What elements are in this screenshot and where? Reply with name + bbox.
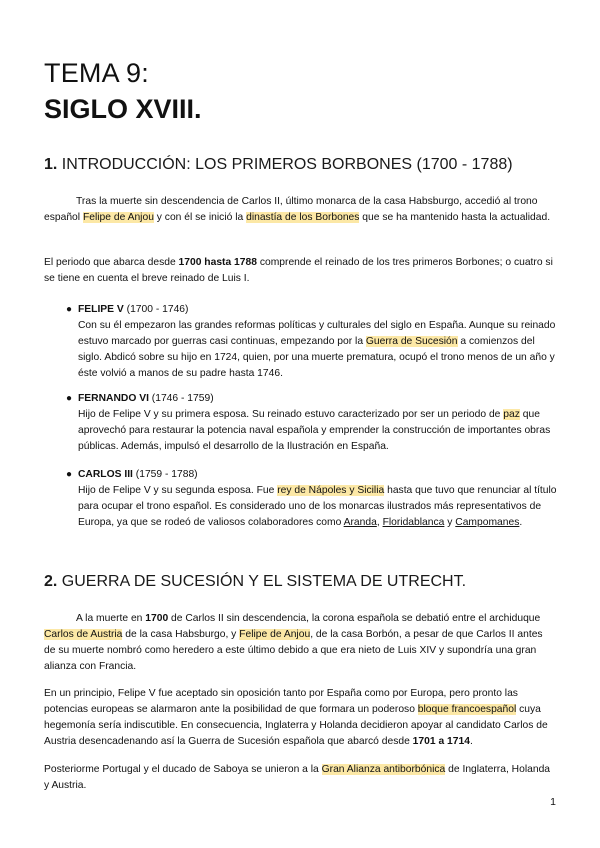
link-floridablanca[interactable]: Floridablanca bbox=[382, 517, 445, 528]
highlight: Felipe de Anjou bbox=[239, 629, 311, 640]
section-2-paragraph-1: A la muerte en 1700 de Carlos II sin descendencia, la corona española se debatió entre el archiduque Carlos de Austria de la casa Habsburgo, y Felipe de Anjou, de la casa Borbón, a pesar de que Carlos II antes de su muerte nombró como heredero a este último debido a que era nieto de Luis XIV y supondría una gran alianza con Francia. bbox=[44, 613, 543, 672]
section-1-number: 1. bbox=[44, 156, 58, 173]
highlight: paz bbox=[503, 409, 520, 420]
highlight: bloque francoespañol bbox=[417, 704, 517, 715]
bullet-icon: ● bbox=[66, 304, 73, 315]
highlight: dinastía de los Borbones bbox=[246, 212, 360, 223]
section-1-paragraph-2: El periodo que abarca desde 1700 hasta 1788 comprende el reinado de los tres primeros Borbones; o cuatro si se tiene en cuenta el breve reinado de Luis I. bbox=[44, 257, 553, 284]
section-1-heading bbox=[44, 156, 513, 174]
highlight: rey de Nápoles y Sicilia bbox=[277, 485, 385, 496]
highlight: Felipe de Anjou bbox=[82, 212, 154, 223]
highlight: Carlos de Austria bbox=[44, 629, 123, 640]
link-aranda[interactable]: Aranda bbox=[343, 517, 377, 528]
list-item-felipe-v: FELIPE V (1700 - 1746) Con su él empezaron las grandes reformas políticas y culturales del siglo en España. Aunque su reinado estuvo marcado por guerras casi continuas, empezando por la Guerra de Sucesión a comienzos del siglo. Abdicó sobre su hijo en 1724, quien, por una muerte prematura, ocupó el trono menos de un año y éste volvió a manos de su padre hasta 1746. bbox=[78, 304, 556, 379]
highlight: Guerra de Sucesión bbox=[365, 336, 458, 347]
section-1-paragraph-1: Tras la muerte sin descendencia de Carlos II, último monarca de la casa Habsburgo, accedió al trono español Felipe de Anjou y con él se inició la dinastía de los Borbones que se ha mantenido hasta la actualidad. bbox=[44, 196, 551, 223]
section-2-heading bbox=[44, 573, 466, 591]
section-2-paragraph-2: En un principio, Felipe V fue aceptado sin oposición tanto por España como por Europa, pero pronto las potencias europeas se alarmaron ante la posibilidad de que formara un poderoso bloque francoespañol cuya hegemonía sería indiscutible. En consecuencia, Inglaterra y Holanda decidieron apoyar al candidato Carlos de Austria desencadenando así la Guerra de Sucesión española que abarcó desde 1701 a 1714. bbox=[44, 688, 548, 747]
section-2-number: 2. bbox=[44, 573, 58, 590]
bullet-icon: ● bbox=[66, 469, 73, 480]
list-item-fernando-vi: FERNANDO VI (1746 - 1759) Hijo de Felipe V y su primera esposa. Su reinado estuvo caracterizado por ser un periodo de paz que aprovechó para restaurar la potencia naval española y emprender la construcción de importantes obras públicas. Además, impulsó el desarrollo de la Ilustración en España. bbox=[78, 393, 551, 452]
page-number: 1 bbox=[550, 796, 556, 808]
section-2-title: GUERRA DE SUCESIÓN Y EL SISTEMA DE UTRECHT. bbox=[61, 573, 467, 590]
link-campomanes[interactable]: Campomanes bbox=[455, 517, 520, 528]
highlight: Gran Alianza antiborbónica bbox=[321, 764, 446, 775]
bullet-icon: ● bbox=[66, 393, 73, 404]
list-item-carlos-iii: CARLOS III (1759 - 1788) Hijo de Felipe V y su segunda esposa. Fue rey de Nápoles y Sicilia hasta que tuvo que renunciar al título para ocupar el trono español. Es considerado uno de los monarcas ilustrados más representativos de Europa, ya que se rodeó de valiosos colaboradores como Aranda, Floridablanca y Campomanes. bbox=[78, 469, 557, 528]
section-2-paragraph-3: Posteriorme Portugal y el ducado de Saboya se unieron a la Gran Alianza antiborbónica de Inglaterra, Holanda y Austria. bbox=[44, 764, 551, 791]
page-title: TEMA 9: bbox=[44, 58, 149, 88]
section-1-title: INTRODUCCIÓN: LOS PRIMEROS BORBONES (1700 - 1788) bbox=[61, 156, 513, 173]
page-subtitle: SIGLO XVIII. bbox=[44, 94, 202, 124]
